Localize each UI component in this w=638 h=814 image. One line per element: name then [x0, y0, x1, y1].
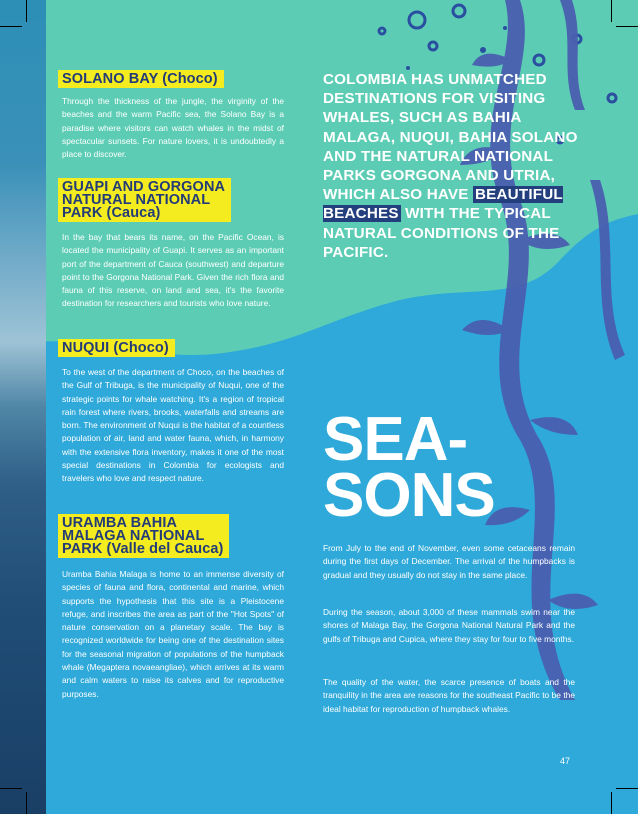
- heading-line: SOLANO BAY (Choco): [62, 71, 218, 87]
- seasons-title: [323, 405, 495, 530]
- crop-mark: [26, 792, 27, 814]
- page-number: 47: [560, 756, 571, 766]
- heading-line: PARK (Cauca): [62, 205, 161, 221]
- seasons-column: [323, 0, 593, 814]
- guapi-gorgona-text: In the bay that bears its name, on the Pacific Ocean, is located the municipality of Guapi. It serves as an important port of the department of Cauca (southwest) and departure point to the Gorgona National Park. Given the rich flora and fauna of this reserve, on land and sea, it's the favorite destination for researchers and tourists who love nature.: [62, 232, 284, 309]
- heading-line: NUQUI (Choco): [62, 340, 169, 356]
- heading-nuqui: [58, 339, 175, 357]
- heading-line: MALAGA NATIONAL: [62, 528, 205, 544]
- pull-quote-text: COLOMBIA HAS UNMATCHED DESTINATIONS FOR VISITING WHALES, SUCH AS BAHIA MALAGA, NUQUI, BAHIA SOLANO AND THE NATURAL NATIONAL PARKS GORGONA AND UTRIA, WHICH ALSO HAVE: [323, 71, 578, 204]
- crop-mark: [616, 788, 638, 789]
- heading-solano-bay: [58, 70, 224, 88]
- seasons-paragraph-3: The quality of the water, the scarce presence of boats and the tranquility in the area are reasons for the southeast Pacific to be the ideal habitat for reproduction of humpback whales.: [323, 677, 575, 714]
- solano-bay-text: Through the thickness of the jungle, the virginity of the beaches and the warm Pacific sea, the Solano Bay is a paradise where visitors can watch whales in the midst of spectacular sunsets. For nature lovers, it is undoubtedly a place to discover.: [62, 96, 284, 160]
- crop-mark: [0, 788, 22, 789]
- pull-quote: [323, 70, 583, 262]
- crop-mark: [616, 26, 638, 27]
- crop-mark: [611, 0, 612, 22]
- heading-line: URAMBA BAHIA: [62, 515, 178, 531]
- heading-line: NATURAL NATIONAL: [62, 192, 211, 208]
- pull-quote-highlight: BEAUTIFUL BEACHES: [323, 186, 563, 223]
- seasons-paragraph-1: From July to the end of November, even some cetaceans remain during the first days of December. The arrival of the humpbacks is gradual and they usually do not stay in the same place.: [323, 543, 575, 580]
- seasons-title-line2: SONS: [323, 461, 495, 530]
- crop-mark: [611, 792, 612, 814]
- crop-mark: [26, 0, 27, 22]
- pull-quote-text-end: WITH THE TYPICAL NATURAL CONDITIONS OF THE PACIFIC.: [323, 205, 560, 261]
- seasons-paragraph-2: During the season, about 3,000 of these mammals swim near the shores of Malaga Bay, the Gorgona National Natural Park and the gulfs of Tribuga and Cupica, where they stay for four to five months.: [323, 607, 575, 644]
- heading-line: GUAPI AND GORGONA: [62, 179, 226, 195]
- seasons-title-line1: SEA-: [323, 405, 468, 474]
- crop-mark: [0, 26, 22, 27]
- ocean-photo-strip: [0, 0, 46, 814]
- heading-uramba-bahia-malaga: [58, 514, 229, 558]
- destinations-column: [58, 0, 286, 814]
- nuqui-text: To the west of the department of Choco, on the beaches of the Gulf of Tribuga, is the municipality of Nuqui, one of the strategic points for whale watching. It's a region of tropical rain forest where rivers, brooks, waterfalls and streams are born. The environment of Nuqui is the habitat of a countless population of air, land and water fauna, which, in harmony with the extensive flora inventory, makes it one of the most special destinations in Colombia for ecologists and travelers who love and respect nature.: [62, 367, 284, 484]
- heading-line: PARK (Valle del Cauca): [62, 541, 224, 557]
- uramba-text: Uramba Bahia Malaga is home to an immense diversity of species of fauna and flora, continental and marine, which supports the hypothesis that this site is a Pleistocene refuge, and inscribes the area as part of the "Hot Spots" of nature conservation on a planetary scale. The bay is recognized worldwide for being one of the destination sites for the seasonal migration of populations of the humpback whale (Megaptera novaeangliae), which arrives at its warm and calm waters to raise its calves and for reproductive purposes.: [62, 569, 284, 699]
- heading-guapi-gorgona: [58, 178, 231, 222]
